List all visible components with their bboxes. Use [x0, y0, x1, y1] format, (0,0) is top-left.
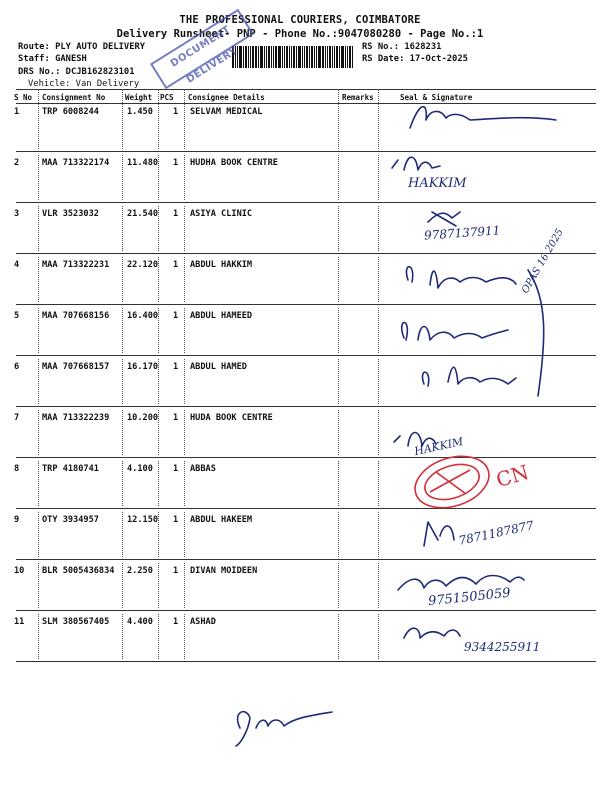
cell-consignment: SLM 380567405 [42, 617, 110, 627]
cell-pcs: 1 [173, 260, 179, 270]
rs-number: RS No.: 1628231 [362, 42, 442, 52]
rs-date: RS Date: 17-Oct-2025 [362, 54, 468, 64]
cell-sno: 8 [14, 464, 20, 474]
cell-consignment: MAA 707668156 [42, 311, 110, 321]
handwriting-row-10: 9751505059 [427, 585, 512, 610]
cell-consignment: TRP 4180741 [42, 464, 99, 474]
staff-label: Staff: GANESH [18, 54, 87, 64]
cell-consignment: MAA 713322231 [42, 260, 110, 270]
cell-pcs: 1 [173, 566, 179, 576]
cell-sno: 11 [14, 617, 25, 627]
cell-sno: 5 [14, 311, 20, 321]
vehicle-label: Vehicle: Van Delivery [28, 79, 140, 89]
cell-pcs: 1 [173, 464, 179, 474]
cell-pcs: 1 [173, 311, 179, 321]
cell-sno: 1 [14, 107, 20, 117]
handwriting-row-8: CN [493, 459, 532, 493]
cell-weight: 22.120 [127, 260, 159, 270]
handwriting-row-3: 9787137911 [423, 223, 501, 243]
footer-signature [236, 712, 332, 746]
cell-weight: 16.170 [127, 362, 159, 372]
cell-sno: 2 [14, 158, 20, 168]
cell-consignment: MAA 707668157 [42, 362, 110, 372]
cell-weight: 11.480 [127, 158, 159, 168]
col-header-pcs: PCS [160, 93, 174, 102]
signature-row-9 [424, 522, 454, 546]
cell-consignee: ABDUL HAKEEM [190, 515, 253, 525]
handwriting-row-9: 7871187877 [457, 518, 535, 548]
col-header-consignment: Consignment No [42, 93, 106, 102]
route-label: Route: PLY AUTO DELIVERY [18, 42, 146, 52]
document-title: THE PROFESSIONAL COURIERS, COIMBATORE [179, 14, 421, 26]
signature-row-2 [392, 157, 440, 170]
cell-consignee: DIVAN MOIDEEN [190, 566, 258, 576]
col-header-weight: Weight [125, 93, 153, 102]
cell-sno: 10 [14, 566, 25, 576]
col-header-sno: S No [14, 93, 33, 102]
cell-pcs: 1 [173, 158, 179, 168]
col-header-remarks: Remarks [342, 93, 374, 102]
col-header-seal-signature: Seal & Signature [400, 93, 473, 102]
cell-weight: 10.200 [127, 413, 159, 423]
cell-consignee: ABBAS [190, 464, 216, 474]
cell-consignment: TRP 6008244 [42, 107, 99, 117]
side-note: OPAS 16 2025 [520, 227, 566, 296]
cell-weight: 4.400 [127, 617, 153, 627]
cell-consignee: SELVAM MEDICAL [190, 107, 263, 117]
cell-consignee: HUDHA BOOK CENTRE [190, 158, 278, 168]
signature-row-1 [410, 107, 556, 128]
cell-sno: 6 [14, 362, 20, 372]
cell-pcs: 1 [173, 209, 179, 219]
cell-pcs: 1 [173, 515, 179, 525]
handwriting-row-7: HAKKIM [413, 434, 465, 459]
red-seal-row-8 [408, 447, 495, 516]
cell-pcs: 1 [173, 107, 179, 117]
cell-consignment: MAA 713322174 [42, 158, 110, 168]
cell-consignment: MAA 713322239 [42, 413, 110, 423]
handwriting-row-11: 9344255911 [464, 640, 541, 654]
cell-weight: 12.150 [127, 515, 159, 525]
signature-row-6 [422, 367, 516, 386]
cell-pcs: 1 [173, 362, 179, 372]
signature-row-11 [404, 628, 460, 638]
document-subtitle: Delivery Runsheet- PNP - Phone No.:9047080280 - Page No.:1 [116, 28, 484, 40]
cell-pcs: 1 [173, 413, 179, 423]
cell-weight: 4.100 [127, 464, 153, 474]
cell-consignee: ABDUL HAMEED [190, 311, 253, 321]
cell-sno: 4 [14, 260, 20, 270]
cell-weight: 21.540 [127, 209, 159, 219]
cell-pcs: 1 [173, 617, 179, 627]
cell-consignment: OTY 3934957 [42, 515, 99, 525]
cell-sno: 9 [14, 515, 20, 525]
document-delivery-stamp: DOCUMENT DELIVERY [150, 9, 254, 90]
cell-sno: 3 [14, 209, 20, 219]
cell-weight: 2.250 [127, 566, 153, 576]
drs-number: DRS No.: DCJB162823101 [18, 67, 135, 77]
handwriting-row-2: HAKKIM [408, 176, 467, 191]
cell-consignment: BLR 5005436834 [42, 566, 115, 576]
cell-weight: 1.450 [127, 107, 153, 117]
signature-row-5 [402, 323, 508, 341]
cell-consignee: HUDA BOOK CENTRE [190, 413, 273, 423]
cell-consignee: ABDUL HAMED [190, 362, 247, 372]
cell-weight: 16.400 [127, 311, 159, 321]
cell-sno: 7 [14, 413, 20, 423]
cell-consignee: ASHAD [190, 617, 216, 627]
signature-row-3 [428, 212, 460, 226]
signature-row-4 [406, 267, 516, 288]
cell-consignee: ABDUL HAKKIM [190, 260, 253, 270]
col-header-consignee: Consignee Details [188, 93, 265, 102]
cell-consignment: VLR 3523032 [42, 209, 99, 219]
cell-consignee: ASIYA CLINIC [190, 209, 253, 219]
